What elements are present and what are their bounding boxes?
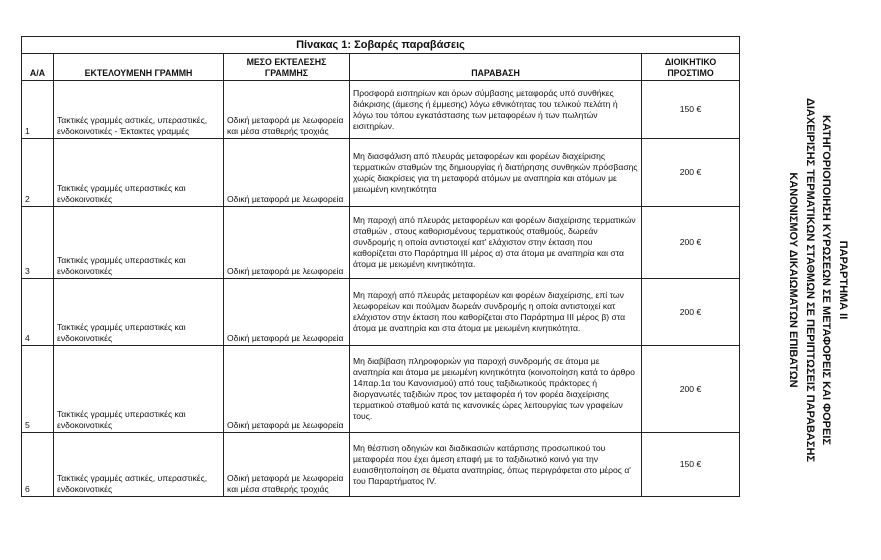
header-fine: ΔΙΟΙΚΗΤΙΚΟ ΠΡΟΣΤΙΜΟ	[642, 54, 740, 81]
table-row	[22, 346, 740, 433]
row-number: 1	[22, 81, 54, 139]
row-violation: Προσφορά εισιτηρίων και όρων σύμβασης μεταφοράς υπό συνθήκες διάκρισης (άμεσης ή έμμεσης) λόγω εθνικότητας του τελικού πελάτη ή λόγω του τόπου εγκατάστασης των μεταφορέων ή των πωλητών εισιτηρίων.	[350, 81, 642, 139]
row-violation: Μη διαβίβαση πληροφοριών για παροχή συνδρομής σε άτομα με αναπηρία και άτομα με μειωμένη κινητικότητα (κοινοποίηση κατά το άρθρο 14παρ.1α του Κανονισμού) από τους ταξιδιωτικούς πράκτορες ή διοργανωτές ταξιδιών προς τον μεταφορέα ή τον φορέα διαχείρισης τερματικού σταθμού κατά τις κανονικές ώρες λειτουργίας των γραφείων τους.	[350, 346, 642, 433]
row-number: 4	[22, 279, 54, 346]
penalties-table	[21, 36, 740, 497]
annex-subtitle-line1: ΚΑΤΗΓΟΡΙΟΠΟΙΗΣΗ ΚΥΡΩΣΕΩΝ ΣΕ ΜΕΤΑΦΟΡΕΙΣ ΚΑΙ ΦΟΡΕΙΣ	[820, 115, 832, 445]
row-means: Οδική μεταφορά με λεωφορεία	[224, 207, 350, 279]
row-violation: Μη διασφάλιση από πλευράς μεταφορέων και φορέων διαχείρισης τερματικών σταθμών της δημιουργίας ή διατήρησης συνθηκών πρόσβασης χωρίς διακρίσεις για τη μεταφορά ατόμων με αναπηρία και ατόμων με μειωμένη κινητικότητα	[350, 139, 642, 207]
header-line: ΕΚΤΕΛΟΥΜΕΝΗ ΓΡΑΜΜΗ	[54, 54, 224, 81]
row-violation: Μη θέσπιση οδηγιών και διαδικασιών κατάρτισης προσωπικού του μεταφορέα που έχει άμεση επαφή με το ταξιδιωτικό κοινό για την ευαισθητοποίηση σε θέματα αναπηρίας, όπως περιγράφεται στο μέρος α' του Παραρτήματος IV.	[350, 433, 642, 497]
row-fine: 150 €	[642, 433, 740, 497]
table-title: Πίνακας 1: Σοβαρές παραβάσεις	[22, 37, 740, 54]
row-fine: 150 €	[642, 81, 740, 139]
header-means: ΜΕΣΟ ΕΚΤΕΛΕΣΗΣ ΓΡΑΜΜΗΣ	[224, 54, 350, 81]
header-aa: Α/Α	[22, 54, 54, 81]
table-row	[22, 139, 740, 207]
row-means: Οδική μεταφορά με λεωφορεία	[224, 346, 350, 433]
row-means: Οδική μεταφορά με λεωφορεία και μέσα σταθερής τροχιάς	[224, 81, 350, 139]
row-number: 5	[22, 346, 54, 433]
row-means: Οδική μεταφορά με λεωφορεία	[224, 279, 350, 346]
annex-title: ΠΑΡΑΡΤΗΜΑ ΙΙ	[836, 240, 849, 320]
row-violation: Μη παροχή από πλευράς μεταφορέων και φορέων διαχείρισης, επί των λεωφορείων και πούλμαν δωρεάν συνδρομής η οποία αντιστοιχεί κατ ελάχιστον στην έκταση που καθορίζεται στο Παράρτημα ΙΙΙ μέρος β) στα άτομα με αναπηρία και στα άτομα με μειωμένη κινητικότητα.	[350, 279, 642, 346]
row-line: Τακτικές γραμμές υπεραστικές και ενδοκοινοτικές	[54, 139, 224, 207]
row-fine: 200 €	[642, 279, 740, 346]
row-means: Οδική μεταφορά με λεωφορεία	[224, 139, 350, 207]
row-number: 2	[22, 139, 54, 207]
row-fine: 200 €	[642, 139, 740, 207]
annex-heading	[770, 0, 865, 560]
table-row	[22, 81, 740, 139]
table-row	[22, 279, 740, 346]
row-means: Οδική μεταφορά με λεωφορεία και μέσα σταθερής τροχιάς	[224, 433, 350, 497]
row-fine: 200 €	[642, 346, 740, 433]
table-row	[22, 433, 740, 497]
row-number: 6	[22, 433, 54, 497]
row-line: Τακτικές γραμμές υπεραστικές και ενδοκοινοτικές	[54, 207, 224, 279]
row-fine: 200 €	[642, 207, 740, 279]
row-line: Τακτικές γραμμές υπεραστικές και ενδοκοινοτικές	[54, 346, 224, 433]
table-row	[22, 207, 740, 279]
annex-subtitle-line2: ΔΙΑΧΕΙΡΙΣΗΣ ΤΕΡΜΑΤΙΚΩΝ ΣΤΑΘΜΩΝ ΣΕ ΠΕΡΙΠΤΩΣΕΙΣ ΠΑΡΑΒΑΣΗΣ	[803, 97, 816, 463]
row-line: Τακτικές γραμμές υπεραστικές και ενδοκοινοτικές	[54, 279, 224, 346]
row-line: Τακτικές γραμμές αστικές, υπεραστικές, ενδοκοινοτικές - Έκτακτες γραμμές	[54, 81, 224, 139]
row-violation: Μη παροχή από πλευράς μεταφορέων και φορέων διαχείρισης τερματικών σταθμών , στους καθορισμένους τερματικούς σταθμούς, δωρεάν συνδρομής η οποία αντιστοιχεί κατ' ελάχιστον στην έκταση που καθορίζεται στο Παράρτημα ΙΙΙ μέρος α) στα άτομα με αναπηρία και στα άτομα με μειωμένη κινητικότητα.	[350, 207, 642, 279]
annex-subtitle-line3: ΚΑΝΟΝΙΣΜΟΥ ΔΙΚΑΙΩΜΑΤΩΝ ΕΠΙΒΑΤΩΝ	[787, 172, 799, 388]
header-violation: ΠΑΡΑΒΑΣΗ	[350, 54, 642, 81]
row-line: Τακτικές γραμμές αστικές, υπεραστικές, ενδοκοινοτικές	[54, 433, 224, 497]
row-number: 3	[22, 207, 54, 279]
